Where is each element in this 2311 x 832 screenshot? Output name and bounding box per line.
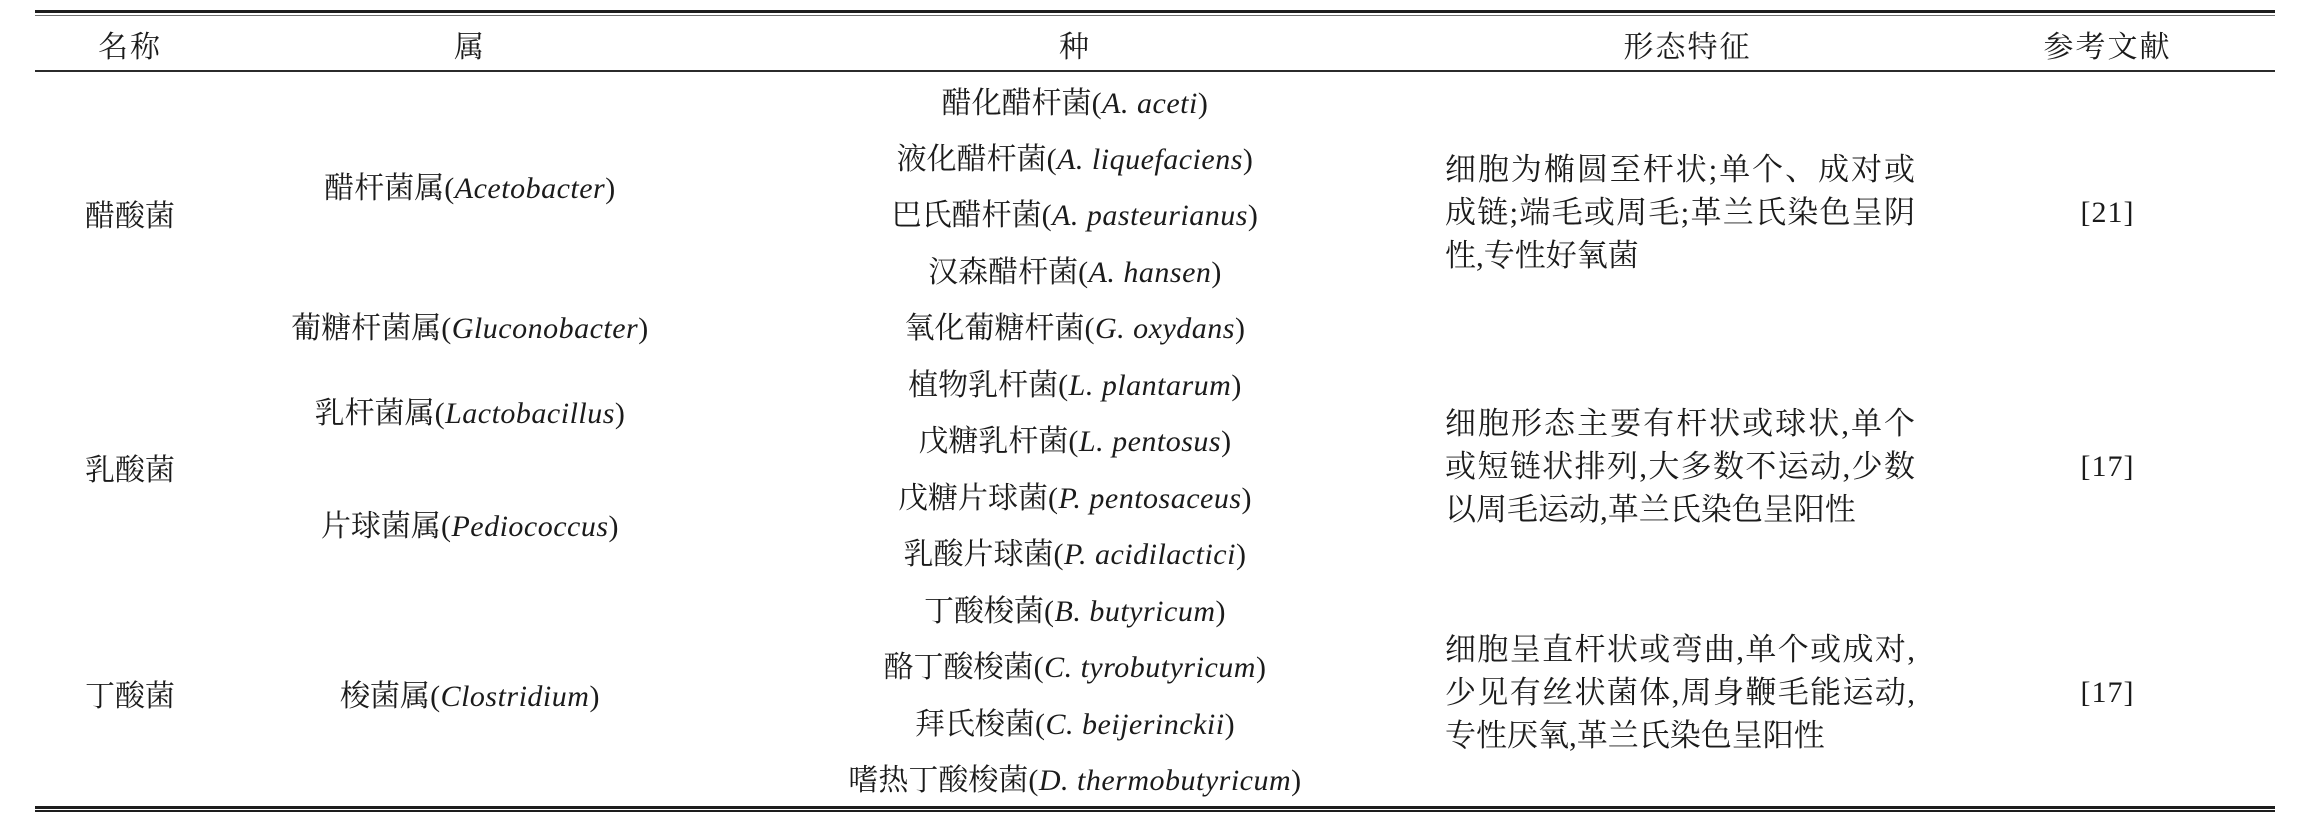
species-latin: ( L. plantarum ) xyxy=(1058,369,1242,402)
col-header-name: 名称 xyxy=(35,18,225,71)
species-cell xyxy=(715,749,1435,806)
species-latin: ( C. tyrobutyricum ) xyxy=(1034,651,1267,684)
species-latin: ( A. aceti ) xyxy=(1092,87,1209,120)
reference-cell xyxy=(1940,580,2275,806)
genus-cell xyxy=(225,580,715,806)
morphology-cell xyxy=(1435,354,1940,580)
table-row xyxy=(35,354,2275,411)
group-name-text: 醋酸菌 xyxy=(85,199,175,233)
reference-text: [17] xyxy=(2080,675,2135,709)
species-cell xyxy=(715,580,1435,637)
morphology-cell xyxy=(1435,71,1940,354)
col-header-genus: 属 xyxy=(225,18,715,71)
genus-cn: 葡糖杆菌属 xyxy=(291,312,442,346)
species-cn: 醋化醋杆菌 xyxy=(941,86,1092,120)
species-cn: 巴氏醋杆菌 xyxy=(891,199,1042,233)
group-name-text: 丁酸菌 xyxy=(85,679,175,713)
genus-latin: ( Clostridium ) xyxy=(430,680,600,713)
species-cn: 戊糖乳杆菌 xyxy=(918,425,1069,459)
genus-latin: ( Lactobacillus ) xyxy=(435,397,626,430)
species-cn: 液化醋杆菌 xyxy=(896,142,1047,176)
species-latin: ( G. oxydans ) xyxy=(1085,312,1246,345)
species-cell xyxy=(715,354,1435,411)
table-row xyxy=(35,71,2275,128)
species-latin: ( A. hansen ) xyxy=(1078,256,1222,289)
species-cn: 乳酸片球菌 xyxy=(903,538,1054,572)
genus-cell xyxy=(225,467,715,580)
col-header-species: 种 xyxy=(715,18,1435,71)
species-cn: 植物乳杆菌 xyxy=(908,368,1059,402)
morphology-text: 细胞形态主要有杆状或球状,单个或短链状排列,大多数不运动,少数以周毛运动,革兰氏染色呈阳性 xyxy=(1445,406,1915,527)
table-row xyxy=(35,580,2275,637)
species-latin: ( A. pasteurianus ) xyxy=(1042,199,1259,232)
morphology-cell xyxy=(1435,580,1940,806)
genus-cell xyxy=(225,297,715,354)
species-cn: 氧化葡糖杆菌 xyxy=(904,312,1085,346)
reference-text: [17] xyxy=(2080,449,2135,483)
species-cn: 酪丁酸梭菌 xyxy=(883,651,1034,685)
species-cell xyxy=(715,297,1435,354)
genus-cell xyxy=(225,354,715,467)
species-latin: ( C. beijerinckii ) xyxy=(1035,708,1235,741)
reference-text: [21] xyxy=(2080,195,2135,229)
reference-cell xyxy=(1940,354,2275,580)
species-cell xyxy=(715,523,1435,580)
species-latin: ( D. thermobutyricum ) xyxy=(1028,764,1301,797)
species-cell xyxy=(715,636,1435,693)
group-name-text: 乳酸菌 xyxy=(85,453,175,487)
col-header-morphology: 形态特征 xyxy=(1435,18,1940,71)
morphology-text: 细胞呈直杆状或弯曲,单个或成对,少见有丝状菌体,周身鞭毛能运动,专性厌氧,革兰氏染色呈阳性 xyxy=(1445,632,1915,753)
species-cell xyxy=(715,128,1435,185)
species-latin: ( P. acidilactici ) xyxy=(1054,538,1247,571)
table-top-rule xyxy=(35,10,2275,16)
species-latin: ( A. liquefaciens ) xyxy=(1047,143,1254,176)
species-latin: ( L. pentosus ) xyxy=(1068,425,1231,458)
header-row xyxy=(35,18,2275,71)
group-name-cell xyxy=(35,580,225,806)
species-cn: 丁酸梭菌 xyxy=(924,594,1045,628)
genus-cell xyxy=(225,71,715,297)
species-cell xyxy=(715,410,1435,467)
genus-cn: 乳杆菌属 xyxy=(314,397,435,430)
species-cell xyxy=(715,241,1435,298)
group-name-cell xyxy=(35,354,225,580)
genus-cn: 片球菌属 xyxy=(320,510,441,543)
genus-latin: ( Acetobacter ) xyxy=(444,172,615,205)
genus-cn: 梭菌属 xyxy=(340,679,431,713)
species-cell xyxy=(715,184,1435,241)
species-latin: ( P. pentosaceus ) xyxy=(1048,482,1252,515)
morphology-text: 细胞为椭圆至杆状;单个、成对或成链;端毛或周毛;革兰氏染色呈阴性,专性好氧菌 xyxy=(1445,152,1915,274)
table-bottom-rule xyxy=(35,806,2275,812)
genus-cn: 醋杆菌属 xyxy=(324,171,445,205)
genus-latin: ( Gluconobacter ) xyxy=(441,312,648,345)
species-cn: 汉森醋杆菌 xyxy=(928,255,1079,289)
species-cn: 拜氏梭菌 xyxy=(914,707,1035,741)
microbe-table xyxy=(35,18,2275,806)
species-cell xyxy=(715,693,1435,750)
species-latin: ( B. butyricum ) xyxy=(1044,595,1226,628)
species-cell xyxy=(715,467,1435,524)
reference-cell xyxy=(1940,71,2275,354)
group-name-cell xyxy=(35,71,225,354)
col-header-reference: 参考文献 xyxy=(1940,18,2275,71)
species-cell xyxy=(715,71,1435,128)
species-cn: 嗜热丁酸梭菌 xyxy=(848,764,1029,798)
species-cn: 戊糖片球菌 xyxy=(897,481,1048,515)
genus-latin: ( Pediococcus ) xyxy=(441,510,619,543)
